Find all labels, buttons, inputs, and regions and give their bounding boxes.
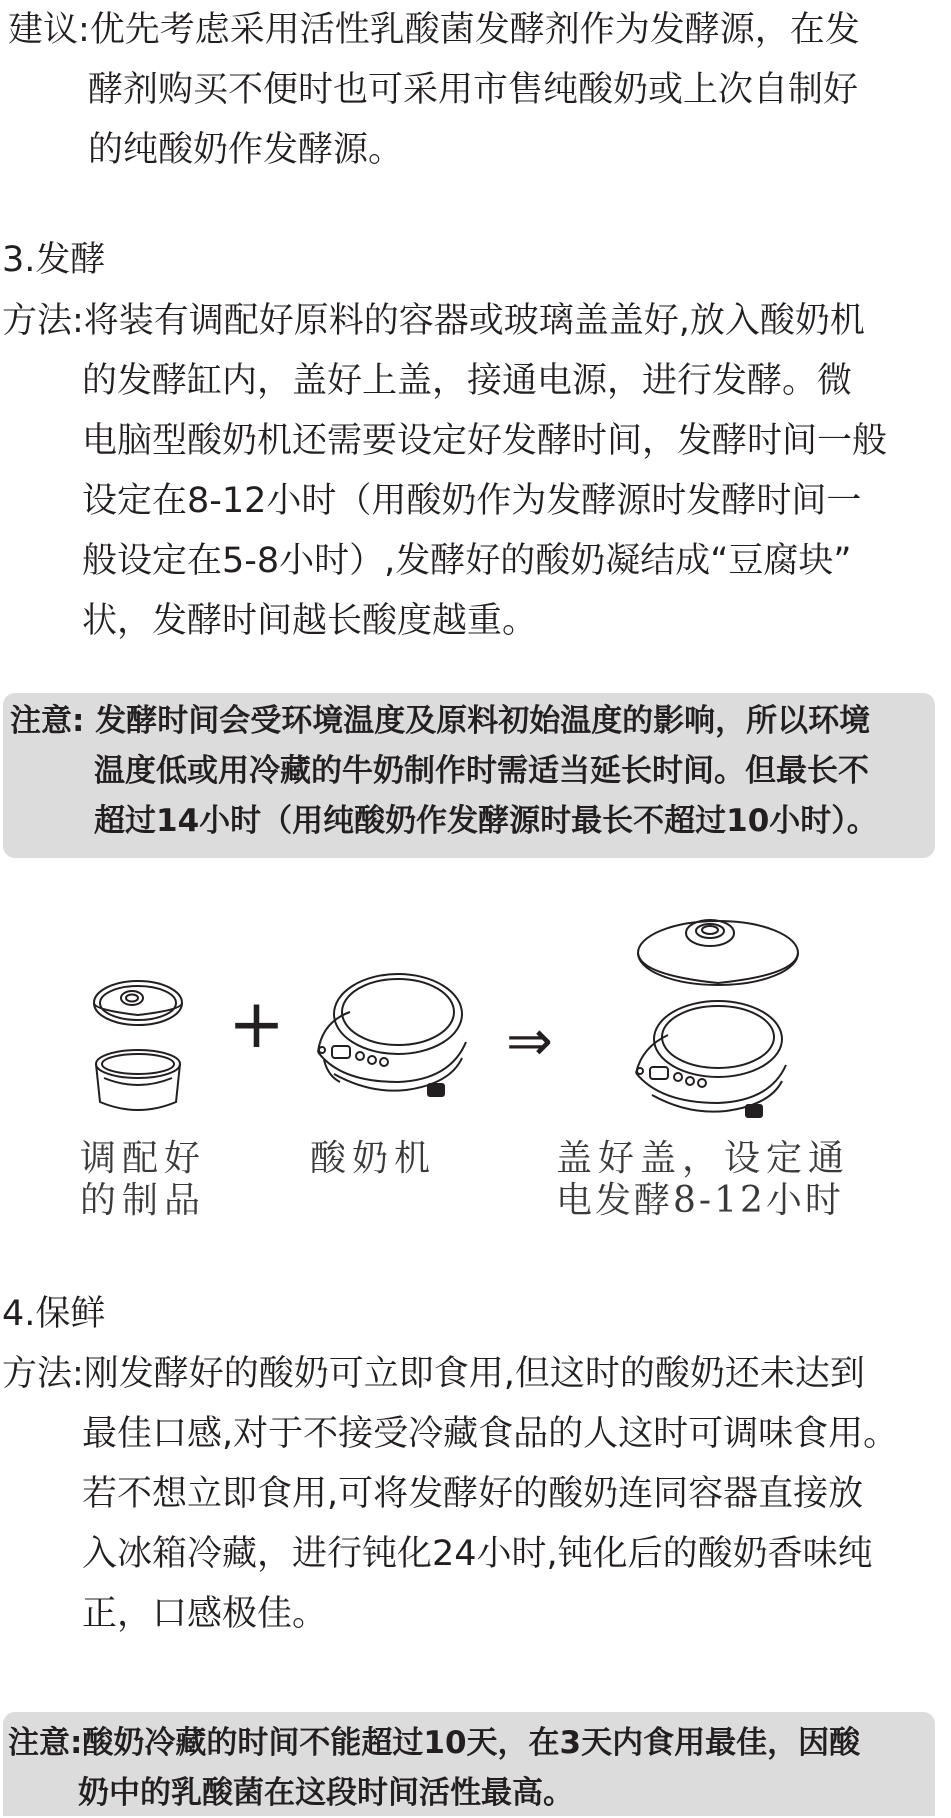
suggestion-line: 酵剂购买不便时也可采用市售纯酸奶或上次自制好 <box>88 70 859 110</box>
fermentation-method-paragraph <box>2 291 887 651</box>
section-heading-preservation: 4.保鲜 <box>2 1294 106 1334</box>
covered-yogurt-maker-illustration <box>620 903 810 1133</box>
caption-cover-and-ferment <box>556 1138 850 1222</box>
method-line: 正，口感极佳。 <box>82 1594 328 1634</box>
method-line: 若不想立即食用,可将发酵好的酸奶连同容器直接放 <box>82 1474 864 1514</box>
method-line: 般设定在5-8小时）,发酵好的酸奶凝结成“豆腐块” <box>82 541 852 581</box>
plus-icon: + <box>228 985 285 1064</box>
method-line: 方法:将装有调配好原料的容器或玻璃盖盖好,放入酸奶机 <box>2 301 865 341</box>
note-line: 超过14小时（用纯酸奶作发酵源时最长不超过10小时）。 <box>94 803 878 839</box>
caption-line: 盖好盖，设定通 <box>556 1138 851 1179</box>
caption-prepared-product <box>80 1138 206 1222</box>
preservation-method-paragraph <box>2 1344 898 1644</box>
caption-line: 电发酵8-12小时 <box>556 1180 844 1221</box>
caption-line: 调配好 <box>80 1138 207 1179</box>
note-line: 注意:酸奶冷藏的时间不能超过10天，在3天内食用最佳，因酸 <box>8 1725 861 1761</box>
note-line: 奶中的乳酸菌在这段时间活性最高。 <box>78 1775 574 1811</box>
caption-yogurt-maker <box>310 1138 436 1180</box>
method-line: 设定在8-12小时（用酸奶作为发酵源时发酵时间一 <box>82 481 862 521</box>
preservation-note <box>8 1718 860 1818</box>
method-line: 电脑型酸奶机还需要设定好发酵时间，发酵时间一般 <box>82 421 888 461</box>
caption-line: 的制品 <box>80 1180 207 1221</box>
arrow-right-icon: ⇒ <box>506 1009 553 1074</box>
suggestion-line: 建议:优先考虑采用活性乳酸菌发酵剂作为发酵源，在发 <box>8 10 860 50</box>
method-line: 状，发酵时间越长酸度越重。 <box>82 601 538 641</box>
section-heading-fermentation: 3.发酵 <box>2 240 106 280</box>
fermentation-note <box>10 696 878 846</box>
container-with-lid-illustration <box>88 968 208 1138</box>
note-line: 温度低或用冷藏的牛奶制作时需适当延长时间。但最长不 <box>94 753 869 789</box>
suggestion-line: 的纯酸奶作发酵源。 <box>88 130 404 170</box>
note-line: 注意: 发酵时间会受环境温度及原料初始温度的影响，所以环境 <box>10 703 871 739</box>
caption-line: 酸奶机 <box>310 1138 437 1179</box>
method-line: 的发酵缸内，盖好上盖，接通电源，进行发酵。微 <box>82 361 853 401</box>
yogurt-maker-illustration <box>310 972 480 1112</box>
method-line: 入冰箱冷藏，进行钝化24小时,钝化后的酸奶香味纯 <box>82 1534 873 1574</box>
method-line: 最佳口感,对于不接受冷藏食品的人这时可调味食用。 <box>82 1414 899 1454</box>
method-line: 方法:刚发酵好的酸奶可立即食用,但这时的酸奶还未达到 <box>2 1354 865 1394</box>
suggestion-paragraph <box>8 0 860 180</box>
